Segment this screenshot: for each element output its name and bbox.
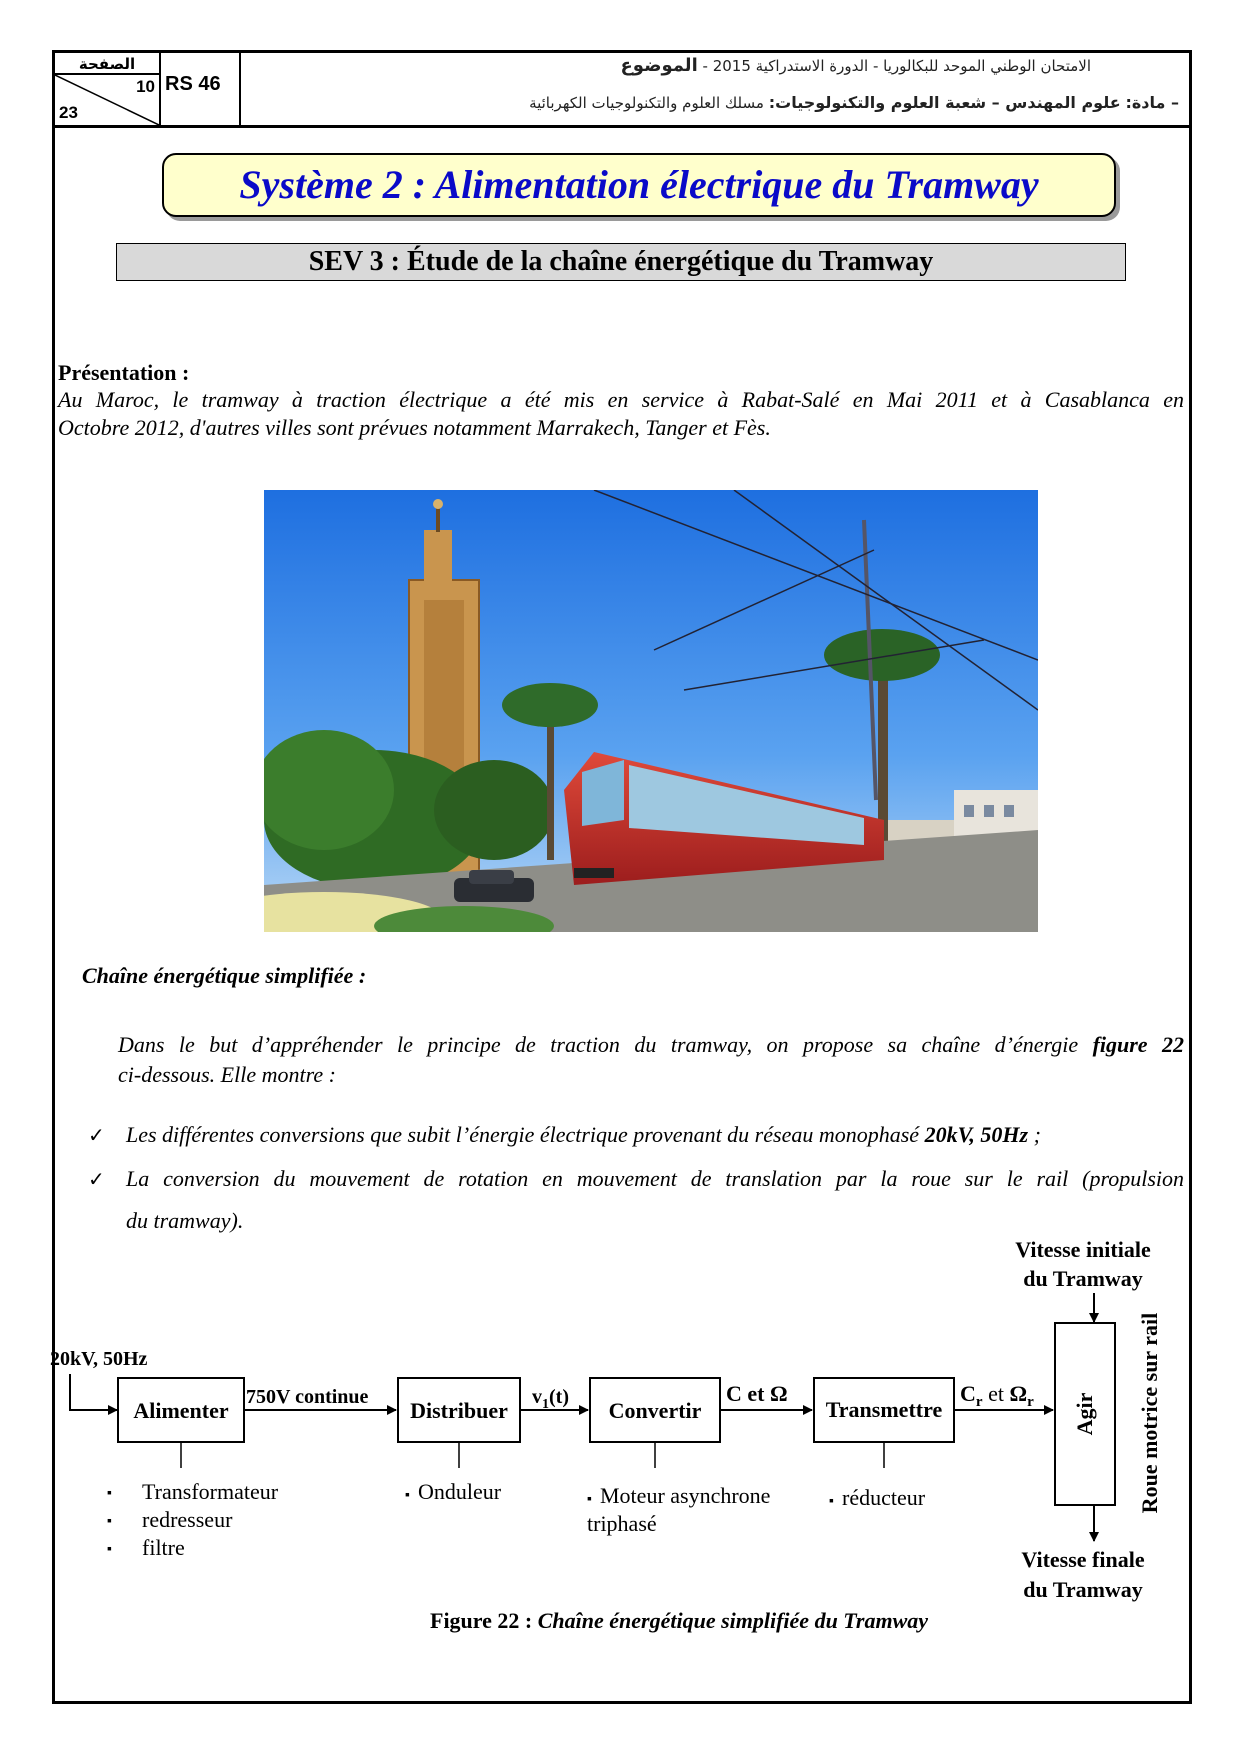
block-transmettre-label: Transmettre	[825, 1397, 943, 1422]
component-reducteur: réducteur	[842, 1485, 926, 1510]
sev-title: SEV 3 : Étude de la chaîne énergétique du Tramway	[116, 243, 1126, 281]
bullet-marker: ▪	[107, 1486, 112, 1501]
link-v1t-label: $v_1(t)$	[532, 1386, 569, 1412]
block-convertir-label: Convertir	[608, 1398, 702, 1423]
chain-intro-line-1	[118, 1030, 1184, 1060]
component-redresseur: redresseur	[142, 1507, 233, 1532]
presentation-text	[58, 386, 1184, 442]
exam-code-cell	[161, 53, 241, 125]
energy-chain-diagram	[50, 1235, 1200, 1665]
presentation-heading: Présentation :	[58, 360, 190, 385]
block-distribuer-label: Distribuer	[410, 1398, 508, 1423]
subject-prefix: – مادة:	[1125, 93, 1179, 112]
page-number: 10	[136, 77, 155, 96]
bullet-rotation-text	[126, 1165, 1184, 1235]
system-title-box	[162, 153, 1116, 217]
system-title: Système 2 : Alimentation électrique du Tramway	[239, 162, 1039, 207]
check-icon: ✓	[88, 1167, 105, 1191]
page-number-cell	[55, 53, 161, 125]
figure-caption: Figure 22 : Chaîne énergétique simplifiée du Tramway	[430, 1608, 929, 1633]
bullet-2-line-1: La conversion du mouvement de rotation en mouvement de translation par la roue sur le rail (propulsion	[126, 1166, 1184, 1191]
header-divider	[52, 125, 1192, 128]
link-750v-label: 750V continue	[246, 1386, 369, 1408]
chain-intro-line-2: ci-dessous. Elle montre :	[118, 1062, 336, 1087]
initial-speed-label-1: Vitesse initiale	[1015, 1237, 1151, 1262]
presentation-line-2: Octobre 2012, d'autres villes sont prévues notamment Marrakech, Tanger et Fès.	[58, 415, 771, 440]
tramway-photo	[264, 490, 1038, 932]
final-speed-label-2: du Tramway	[1023, 1577, 1143, 1602]
bullet-marker: ▪	[107, 1542, 112, 1557]
link-cr-omegar-label: $C_r$ et $\Omega_r$	[960, 1381, 1034, 1410]
check-icon: ✓	[88, 1123, 105, 1147]
alimenter-components	[107, 1479, 279, 1560]
distribuer-components	[405, 1479, 502, 1504]
convertir-components	[587, 1483, 770, 1536]
bullet-1-text: Les différentes conversions que subit l’énergie électrique provenant du réseau monophasé	[126, 1122, 920, 1147]
link-c-omega-label: C et Ω	[726, 1381, 788, 1406]
network-spec: 20kV, 50Hz	[924, 1122, 1029, 1147]
page-label: الصفحة	[55, 55, 159, 75]
figure-reference: figure 22	[1092, 1032, 1185, 1057]
chain-intro-text: Dans le but d’appréhender le principe de traction du tramway, on propose sa chaîne d’énergie	[118, 1032, 1079, 1057]
bullet-marker: ▪	[829, 1494, 834, 1509]
component-filtre: filtre	[142, 1535, 185, 1560]
wheel-rail-label: Roue motrice sur rail	[1137, 1312, 1162, 1514]
exam-code: RS 46	[165, 73, 221, 95]
tramway-photo-illustration	[264, 490, 1038, 932]
chain-intro	[118, 1030, 1184, 1090]
block-alimenter-label: Alimenter	[133, 1398, 229, 1423]
bullet-marker: ▪	[587, 1492, 592, 1507]
presentation-line-1: Au Maroc, le tramway à traction électrique a été mis en service à Rabat-Salé en Mai 2011 et à Casablanca en	[58, 387, 1184, 412]
component-moteur: Moteur asynchrone	[600, 1483, 771, 1508]
bullet-marker: ▪	[107, 1514, 112, 1529]
transmettre-components	[829, 1485, 926, 1510]
exam-header-text: الامتحان الوطني الموحد للبكالوريا - الدورة الاستدراكية 2015 -	[702, 57, 1091, 75]
block-agir-label: Agir	[1072, 1392, 1097, 1436]
exam-header-line	[620, 55, 1091, 76]
bullet-1-end: ;	[1028, 1122, 1041, 1147]
initial-speed-label-2: du Tramway	[1023, 1266, 1143, 1291]
exam-header-subject-word: الموضوع	[620, 55, 698, 76]
bullet-marker: ▪	[405, 1488, 410, 1503]
bullet-conversions-text	[126, 1121, 1184, 1149]
component-onduleur: Onduleur	[418, 1479, 502, 1504]
component-transformateur: Transformateur	[142, 1479, 279, 1504]
input-arrow	[70, 1374, 116, 1410]
chain-heading: Chaîne énergétique simplifiée :	[82, 963, 367, 988]
subject-line	[529, 93, 1179, 112]
component-triphase: triphasé	[587, 1511, 657, 1536]
subject-name: علوم المهندس – شعبة العلوم والتكنولوجيات:	[768, 93, 1121, 112]
bullet-2-line-2: du tramway).	[126, 1208, 244, 1233]
page-total: 23	[59, 103, 78, 122]
input-label: 20kV, 50Hz	[50, 1348, 148, 1370]
final-speed-label-1: Vitesse finale	[1021, 1547, 1145, 1572]
subject-track: مسلك العلوم والتكنولوجيات الكهربائية	[529, 94, 764, 112]
